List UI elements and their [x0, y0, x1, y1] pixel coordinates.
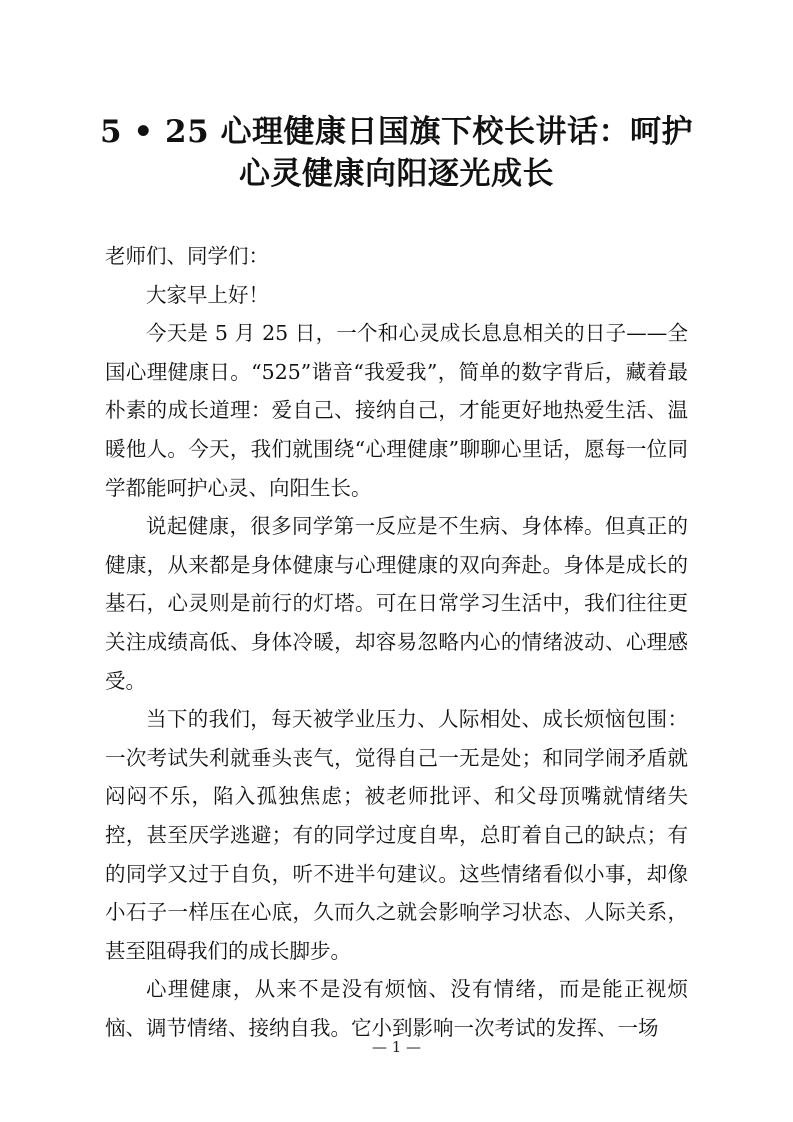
document-title	[60, 111, 733, 195]
paragraph-greeting: 大家早上好！	[146, 282, 269, 307]
document-body	[105, 237, 688, 1047]
paragraph-mental-health: 心理健康，从来不是没有烦恼、没有情绪，而是能正视烦恼、调节情绪、接纳自我。它小到影响一次考试的发挥、一场	[105, 977, 688, 1040]
title-line-1: 5 • 25 心理健康日国旗下校长讲话：呵护	[100, 114, 693, 150]
paragraph-pressures: 当下的我们，每天被学业压力、人际相处、成长烦恼包围：一次考试失利就垂头丧气，觉得自己一无是处；和同学闹矛盾就闷闷不乐，陷入孤独焦虑；被老师批评、和父母顶嘴就情绪失控，甚至厌学逃避；有的同学过度自卑，总盯着自己的缺点；有的同学又过于自负，听不进半句建议。这些情绪看似小事，却像小石子一样压在心底，久而久之就会影响学习状态、人际关系，甚至阻碍我们的成长脚步。	[105, 707, 688, 963]
paragraph-health: 说起健康，很多同学第一反应是不生病、身体棒。但真正的健康，从来都是身体健康与心理健康的双向奔赴。身体是成长的基石，心灵则是前行的灯塔。可在日常学习生活中，我们往往更关注成绩高低、身体冷暖，却容易忽略内心的情绪波动、心理感受。	[105, 514, 688, 693]
salutation: 老师们、同学们：	[105, 244, 269, 268]
page-number: — 1 —	[371, 1038, 422, 1056]
paragraph-intro: 今天是 5 月 25 日，一个和心灵成长息息相关的日子——全国心理健康日。“525”谐音“我爱我”，简单的数字背后，藏着最朴素的成长道理：爱自己、接纳自己，才能更好地热爱生活、温暖他人。今天，我们就围绕“心理健康”聊聊心里话，愿每一位同学都能呵护心灵、向阳生长。	[105, 321, 688, 500]
title-line-2: 心灵健康向阳逐光成长	[239, 156, 554, 192]
